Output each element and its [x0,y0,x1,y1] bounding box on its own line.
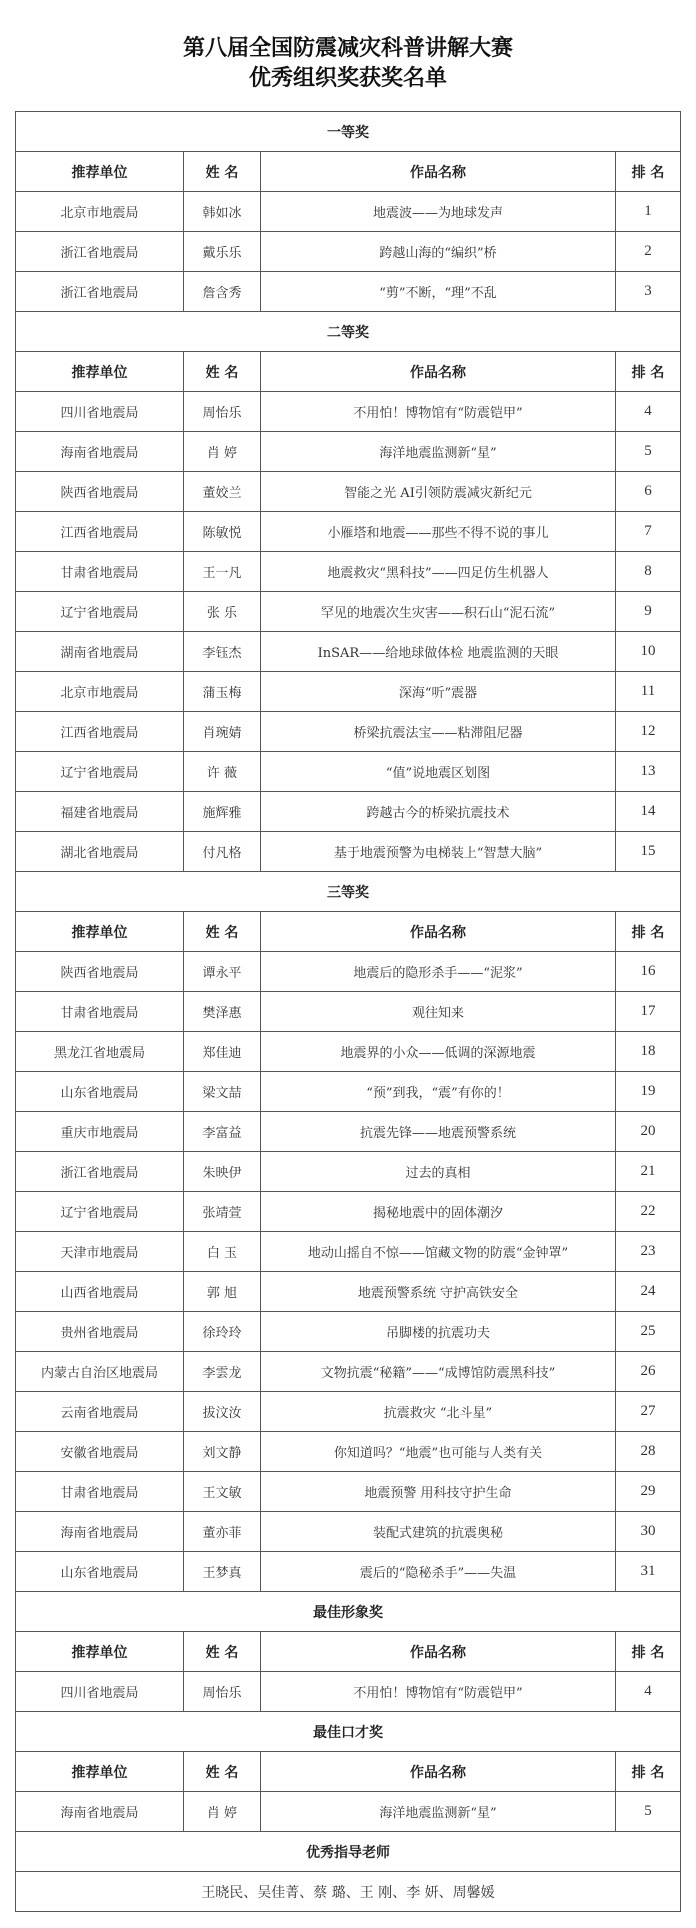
cell-work: “预”到我，“震”有你的！ [261,1072,616,1112]
cell-name: 肖琬婧 [184,712,261,752]
cell-work: 海洋地震监测新“星” [261,432,616,472]
table-row [16,1512,681,1552]
cell-rank: 24 [616,1272,681,1312]
header-unit: 推荐单位 [16,1632,184,1672]
section-title-row [16,1712,681,1752]
header-rank: 排 名 [616,1632,681,1672]
cell-rank: 29 [616,1472,681,1512]
table-row [16,192,681,232]
cell-work: 地震界的小众——低调的深源地震 [261,1032,616,1072]
cell-rank: 4 [616,1672,681,1712]
teachers-names: 王晓民、吴佳菁、蔡 璐、王 刚、李 妍、周馨媛 [16,1872,681,1912]
cell-rank: 15 [616,832,681,872]
cell-name: 郑佳迪 [184,1032,261,1072]
cell-work: 装配式建筑的抗震奥秘 [261,1512,616,1552]
teachers-section-title: 优秀指导老师 [16,1832,681,1872]
table-row [16,592,681,632]
cell-work: “剪”不断，“理”不乱 [261,272,616,312]
header-unit: 推荐单位 [16,352,184,392]
table-row [16,1312,681,1352]
cell-name: 韩如冰 [184,192,261,232]
table-row [16,432,681,472]
header-name: 姓 名 [184,1752,261,1792]
table-row [16,992,681,1032]
cell-rank: 26 [616,1352,681,1392]
table-row [16,1672,681,1712]
section-title: 一等奖 [16,112,681,152]
cell-unit: 湖北省地震局 [16,832,184,872]
title-line-2: 优秀组织奖获奖名单 [248,66,447,91]
cell-unit: 甘肃省地震局 [16,1472,184,1512]
cell-name: 蒲玉梅 [184,672,261,712]
cell-work: 智能之光 AI引领防震减灾新纪元 [261,472,616,512]
table-row [16,552,681,592]
cell-unit: 海南省地震局 [16,432,184,472]
cell-unit: 福建省地震局 [16,792,184,832]
table-row [16,632,681,672]
cell-work: 文物抗震“秘籍”——“成博馆防震黑科技” [261,1352,616,1392]
teachers-section [16,1832,681,1912]
cell-rank: 18 [616,1032,681,1072]
cell-name: 徐玲玲 [184,1312,261,1352]
cell-unit: 北京市地震局 [16,672,184,712]
cell-unit: 云南省地震局 [16,1392,184,1432]
cell-name: 肖 婷 [184,432,261,472]
cell-name: 拔汶汝 [184,1392,261,1432]
cell-unit: 贵州省地震局 [16,1312,184,1352]
cell-name: 朱映伊 [184,1152,261,1192]
cell-unit: 海南省地震局 [16,1792,184,1832]
cell-work: 抗震先锋——地震预警系统 [261,1112,616,1152]
section-title-row [16,872,681,912]
cell-work: 海洋地震监测新“星” [261,1792,616,1832]
cell-name: 施辉雅 [184,792,261,832]
cell-name: 陈敏悦 [184,512,261,552]
cell-name: 付凡格 [184,832,261,872]
table-row [16,272,681,312]
cell-rank: 25 [616,1312,681,1352]
cell-name: 张靖萱 [184,1192,261,1232]
cell-work: 跨越古今的桥梁抗震技术 [261,792,616,832]
column-header-row [16,1752,681,1792]
section-title-row [16,312,681,352]
cell-unit: 浙江省地震局 [16,272,184,312]
cell-rank: 28 [616,1432,681,1472]
cell-unit: 辽宁省地震局 [16,752,184,792]
cell-rank: 9 [616,592,681,632]
cell-unit: 四川省地震局 [16,392,184,432]
cell-unit: 重庆市地震局 [16,1112,184,1152]
column-header-row [16,152,681,192]
cell-work: 不用怕！博物馆有“防震铠甲” [261,1672,616,1712]
table-row [16,232,681,272]
cell-unit: 天津市地震局 [16,1232,184,1272]
award-table-body [16,112,681,1832]
table-row [16,1032,681,1072]
cell-rank: 12 [616,712,681,752]
cell-rank: 4 [616,392,681,432]
cell-work: 震后的“隐秘杀手”——失温 [261,1552,616,1592]
cell-work: 地震救灾“黑科技”——四足仿生机器人 [261,552,616,592]
table-row [16,792,681,832]
cell-name: 李钰杰 [184,632,261,672]
cell-work: 深海“听”震器 [261,672,616,712]
header-rank: 排 名 [616,352,681,392]
cell-work: 桥梁抗震法宝——粘滞阻尼器 [261,712,616,752]
award-table [15,111,681,1912]
cell-name: 周怡乐 [184,1672,261,1712]
cell-unit: 湖南省地震局 [16,632,184,672]
cell-unit: 海南省地震局 [16,1512,184,1552]
cell-rank: 21 [616,1152,681,1192]
cell-name: 郭 旭 [184,1272,261,1312]
cell-name: 詹含秀 [184,272,261,312]
table-row [16,1272,681,1312]
cell-unit: 山西省地震局 [16,1272,184,1312]
cell-work: 观往知来 [261,992,616,1032]
cell-name: 王梦真 [184,1552,261,1592]
cell-work: 基于地震预警为电梯装上“智慧大脑” [261,832,616,872]
section-title: 最佳口才奖 [16,1712,681,1752]
cell-unit: 北京市地震局 [16,192,184,232]
cell-work: 吊脚楼的抗震功夫 [261,1312,616,1352]
cell-work: 地震预警系统 守护高铁安全 [261,1272,616,1312]
cell-name: 樊泽惠 [184,992,261,1032]
table-row [16,392,681,432]
cell-rank: 1 [616,192,681,232]
column-header-row [16,352,681,392]
cell-rank: 17 [616,992,681,1032]
table-row [16,1112,681,1152]
cell-work: 抗震救灾 “北斗星” [261,1392,616,1432]
header-work: 作品名称 [261,1752,616,1792]
cell-unit: 陕西省地震局 [16,472,184,512]
column-header-row [16,1632,681,1672]
table-row [16,1472,681,1512]
cell-rank: 22 [616,1192,681,1232]
cell-work: 跨越山海的“编织”桥 [261,232,616,272]
cell-unit: 山东省地震局 [16,1072,184,1112]
table-row [16,832,681,872]
header-unit: 推荐单位 [16,912,184,952]
cell-rank: 5 [616,432,681,472]
cell-name: 王文敏 [184,1472,261,1512]
cell-unit: 安徽省地震局 [16,1432,184,1472]
cell-unit: 山东省地震局 [16,1552,184,1592]
header-work: 作品名称 [261,1632,616,1672]
cell-work: 罕见的地震次生灾害——积石山“泥石流” [261,592,616,632]
header-unit: 推荐单位 [16,1752,184,1792]
title-line-1: 第八届全国防震减灾科普讲解大赛 [182,36,513,61]
cell-name: 梁文喆 [184,1072,261,1112]
cell-work: 地震预警 用科技守护生命 [261,1472,616,1512]
cell-unit: 浙江省地震局 [16,232,184,272]
cell-rank: 23 [616,1232,681,1272]
table-row [16,712,681,752]
cell-rank: 7 [616,512,681,552]
table-row [16,1232,681,1272]
cell-name: 周怡乐 [184,392,261,432]
header-rank: 排 名 [616,912,681,952]
cell-rank: 5 [616,1792,681,1832]
document-title [0,34,696,94]
cell-work: “值”说地震区划图 [261,752,616,792]
header-name: 姓 名 [184,1632,261,1672]
cell-rank: 27 [616,1392,681,1432]
cell-work: 地动山摇自不惊——馆藏文物的防震“金钟罩” [261,1232,616,1272]
cell-rank: 30 [616,1512,681,1552]
column-header-row [16,912,681,952]
section-title-row [16,1592,681,1632]
cell-unit: 浙江省地震局 [16,1152,184,1192]
table-row [16,1152,681,1192]
header-work: 作品名称 [261,912,616,952]
cell-rank: 6 [616,472,681,512]
section-title: 三等奖 [16,872,681,912]
cell-name: 谭永平 [184,952,261,992]
header-name: 姓 名 [184,152,261,192]
cell-name: 白 玉 [184,1232,261,1272]
cell-unit: 江西省地震局 [16,512,184,552]
header-rank: 排 名 [616,1752,681,1792]
section-title: 二等奖 [16,312,681,352]
cell-work: 不用怕！博物馆有“防震铠甲” [261,392,616,432]
cell-rank: 10 [616,632,681,672]
table-row [16,472,681,512]
cell-rank: 14 [616,792,681,832]
table-row [16,1352,681,1392]
cell-work: 地震后的隐形杀手——“泥浆” [261,952,616,992]
header-work: 作品名称 [261,352,616,392]
cell-name: 许 薇 [184,752,261,792]
cell-unit: 辽宁省地震局 [16,1192,184,1232]
header-unit: 推荐单位 [16,152,184,192]
cell-rank: 13 [616,752,681,792]
cell-name: 李雲龙 [184,1352,261,1392]
cell-unit: 黑龙江省地震局 [16,1032,184,1072]
table-row [16,1432,681,1472]
cell-work: 地震波——为地球发声 [261,192,616,232]
table-row [16,512,681,552]
header-work: 作品名称 [261,152,616,192]
cell-unit: 甘肃省地震局 [16,992,184,1032]
cell-work: InSAR——给地球做体检 地震监测的天眼 [261,632,616,672]
table-row [16,752,681,792]
header-name: 姓 名 [184,912,261,952]
cell-unit: 辽宁省地震局 [16,592,184,632]
table-row [16,672,681,712]
cell-work: 揭秘地震中的固体潮汐 [261,1192,616,1232]
cell-unit: 江西省地震局 [16,712,184,752]
table-row [16,1392,681,1432]
cell-unit: 甘肃省地震局 [16,552,184,592]
section-title-row [16,112,681,152]
table-row [16,1192,681,1232]
cell-unit: 陕西省地震局 [16,952,184,992]
cell-work: 小雁塔和地震——那些不得不说的事儿 [261,512,616,552]
cell-name: 王一凡 [184,552,261,592]
cell-name: 董亦菲 [184,1512,261,1552]
header-rank: 排 名 [616,152,681,192]
cell-rank: 16 [616,952,681,992]
cell-name: 董姣兰 [184,472,261,512]
cell-rank: 8 [616,552,681,592]
cell-unit: 四川省地震局 [16,1672,184,1712]
table-row [16,1072,681,1112]
header-name: 姓 名 [184,352,261,392]
cell-unit: 内蒙古自治区地震局 [16,1352,184,1392]
cell-name: 刘文静 [184,1432,261,1472]
cell-rank: 3 [616,272,681,312]
cell-rank: 31 [616,1552,681,1592]
cell-name: 李富益 [184,1112,261,1152]
cell-work: 过去的真相 [261,1152,616,1192]
cell-name: 戴乐乐 [184,232,261,272]
cell-rank: 2 [616,232,681,272]
award-table-wrapper [15,111,680,1912]
cell-rank: 19 [616,1072,681,1112]
cell-work: 你知道吗？“地震”也可能与人类有关 [261,1432,616,1472]
table-row [16,1792,681,1832]
cell-name: 肖 婷 [184,1792,261,1832]
section-title: 最佳形象奖 [16,1592,681,1632]
table-row [16,1552,681,1592]
cell-rank: 11 [616,672,681,712]
cell-rank: 20 [616,1112,681,1152]
cell-name: 张 乐 [184,592,261,632]
table-row [16,952,681,992]
